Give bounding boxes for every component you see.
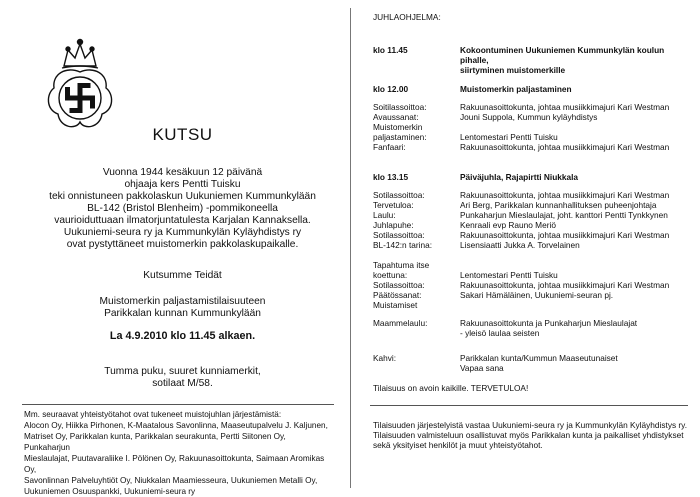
row-value: Rakuunasoittokunta, johtaa musiikkimajuri Kari Westman: [460, 280, 670, 290]
session-title-line: siirtyminen muistomerkille: [460, 65, 566, 75]
sponsor-line: Mm. seuraavat yhteistyötahot ovat tukeneet muistojuhlan järjestämistä:: [24, 410, 282, 419]
session-time: klo 11.45: [373, 45, 408, 55]
program-heading: JUHLAOHJELMA:: [373, 12, 441, 22]
session-title: [460, 45, 688, 75]
row-label: Juhlapuhe:: [373, 220, 414, 230]
row-value: Rakuunasoittokunta, johtaa musiikkimajuri Kari Westman: [460, 190, 670, 200]
dress-line: Tumma puku, suuret kunniamerkit,: [104, 366, 261, 377]
row-label: Kahvi:: [373, 353, 397, 363]
coffee-line: Parikkalan kunta/Kummun Maaseutunaiset: [460, 353, 618, 363]
row-label: Fanfaari:: [373, 142, 406, 152]
story-line: ohjaaja kers Pentti Tuisku: [124, 179, 241, 190]
event-date: La 4.9.2010 klo 11.45 alkaen.: [109, 330, 256, 342]
program-session: [373, 172, 688, 182]
organizers-note: [373, 420, 688, 450]
dress-code: [30, 366, 335, 390]
emblem-logo: [42, 36, 118, 132]
organizer-line: sekä yksityiset henkilöt ja muut yhteistyötahot.: [373, 440, 543, 450]
story-line: teki onnistuneen pakkolaskun Uukuniemen Kummunkylään: [49, 191, 316, 202]
divider: [22, 404, 334, 405]
sponsor-line: Uukuniemen Osuuspankki, Uukuniemi-seura ry: [24, 487, 196, 496]
row-label: Sotilassoittoa:: [373, 280, 425, 290]
invite-line: Kutsumme Teidät: [143, 270, 222, 281]
session-title: Päiväjuhla, Rajapirtti Niukkala: [460, 172, 579, 182]
sponsor-line: Mieslaulajat, Puutavaraliike I. Pölönen Oy, Rakuunasoittokunta, Saimaan Aromikas Oy,: [24, 454, 325, 474]
row-label: Tervetuloa:: [373, 200, 414, 210]
row-label: Päätössanat:: [373, 290, 422, 300]
row-value: Jouni Suppola, Kummun kyläyhdistys: [460, 112, 598, 122]
row-value: Rakuunasoittokunta, johtaa musiikkimajuri Kari Westman: [460, 230, 670, 240]
program-session: [373, 84, 688, 94]
sponsors-list: [24, 409, 334, 497]
program-session: [373, 45, 688, 75]
coffee-row: [373, 353, 688, 373]
session-title-line: Kokoontuminen Uukuniemen Kummunkylän koulun pihalle,: [460, 45, 665, 65]
invitation-story: [30, 167, 335, 251]
row-label: koettuna:: [373, 270, 408, 280]
coffee-line: Vapaa sana: [460, 363, 504, 373]
event-line: Muistomerkin paljastamistilaisuuteen: [99, 296, 266, 307]
row-label: Maammelaulu:: [373, 318, 428, 328]
session-time: klo 13.15: [373, 172, 409, 182]
row-value: Rakuunasoittokunta ja Punkaharjun Mieslaulajat: [460, 318, 638, 328]
session-time: klo 12.00: [373, 84, 409, 94]
row-label: Tapahtuma itse: [373, 260, 430, 270]
row-value: Rakuunasoittokunta, johtaa musiikkimajuri Kari Westman: [460, 142, 670, 152]
sponsor-line: Alocon Oy, Hiikka Pirhonen, K-Maatalous Savonlinna, Maaseutupalvelu J. Kaljunen,: [24, 421, 328, 430]
sponsor-line: Savonlinnan Palveluyhtiöt Oy, Niukkalan Maamiesseura, Uukuniemen Metalli Oy,: [24, 476, 318, 485]
story-line: Vuonna 1944 kesäkuun 12 päivänä: [102, 167, 263, 178]
session-title: Muistomerkin paljastaminen: [460, 84, 572, 94]
row-label: Soitilassoittoa:: [373, 102, 427, 112]
event-lines: [30, 296, 335, 320]
story-line: Uukuniemi-seura ry ja Kummunkylän Kyläyhdistys ry: [63, 227, 302, 238]
row-value: Rakuunasoittokunta, johtaa musiikkimajuri Kari Westman: [460, 102, 670, 112]
story-line: vaurioiduttuaan ilmatorjuntatulesta Karjalan Kannaksella.: [54, 215, 311, 226]
row-label: Muistomerkin: [373, 122, 423, 132]
row-label: Muistamiset: [373, 300, 418, 310]
organizer-line: Tilaisuuden järjestelyistä vastaa Uukuniemi-seura ry ja Kummunkylän Kyläyhdistys ry.: [373, 420, 688, 430]
row-label: Sotilassoittoa:: [373, 230, 425, 240]
row-value: Kenraali evp Rauno Meriö: [460, 220, 556, 230]
dress-line: sotilaat M/58.: [152, 378, 213, 389]
row-value: Ari Berg, Parikkalan kunnanhallituksen puheenjohtaja: [460, 200, 657, 210]
row-label: BL-142:n tarina:: [373, 240, 433, 250]
story-line: ovat pystyttäneet muistomerkin pakkolaskupaikalle.: [66, 239, 299, 250]
story-line: BL-142 (Bristol Blenheim) -pommikoneella: [87, 203, 278, 214]
row-label: Avaussanat:: [373, 112, 419, 122]
event-line: Parikkalan kunnan Kummunkylään: [104, 308, 261, 319]
organizer-line: Tilaisuuden valmisteluun osallistuvat myös Parikkalan kunta ja paikalliset yhdistykset: [373, 430, 684, 440]
row-value: Lisensiaatti Jukka A. Torvelainen: [460, 240, 580, 250]
divider: [370, 405, 688, 406]
row-label: Sotilassoittoa:: [373, 190, 425, 200]
row-label: paljastaminen:: [373, 132, 427, 142]
row-value: Lentomestari Pentti Tuisku: [460, 270, 558, 280]
row-value: - yleisö laulaa seisten: [460, 328, 540, 338]
page-fold: [350, 8, 351, 488]
sponsor-line: Matriset Oy, Parikkalan kunta, Parikkalan seurakunta, Pertti Siitonen Oy, Punkaharjun: [24, 432, 286, 452]
row-value: Sakari Hämäläinen, Uukuniemi-seuran pj.: [460, 290, 614, 300]
row-value: Punkaharjun Mieslaulajat, joht. kanttori Pentti Tynkkynen: [460, 210, 668, 220]
row-label: Laulu:: [373, 210, 396, 220]
invitation-title: KUTSU: [152, 125, 213, 144]
row-value: Lentomestari Pentti Tuisku: [460, 132, 558, 142]
row-value: [460, 353, 688, 373]
welcome-note: Tilaisuus on avoin kaikille. TERVETULOA!: [373, 383, 529, 393]
